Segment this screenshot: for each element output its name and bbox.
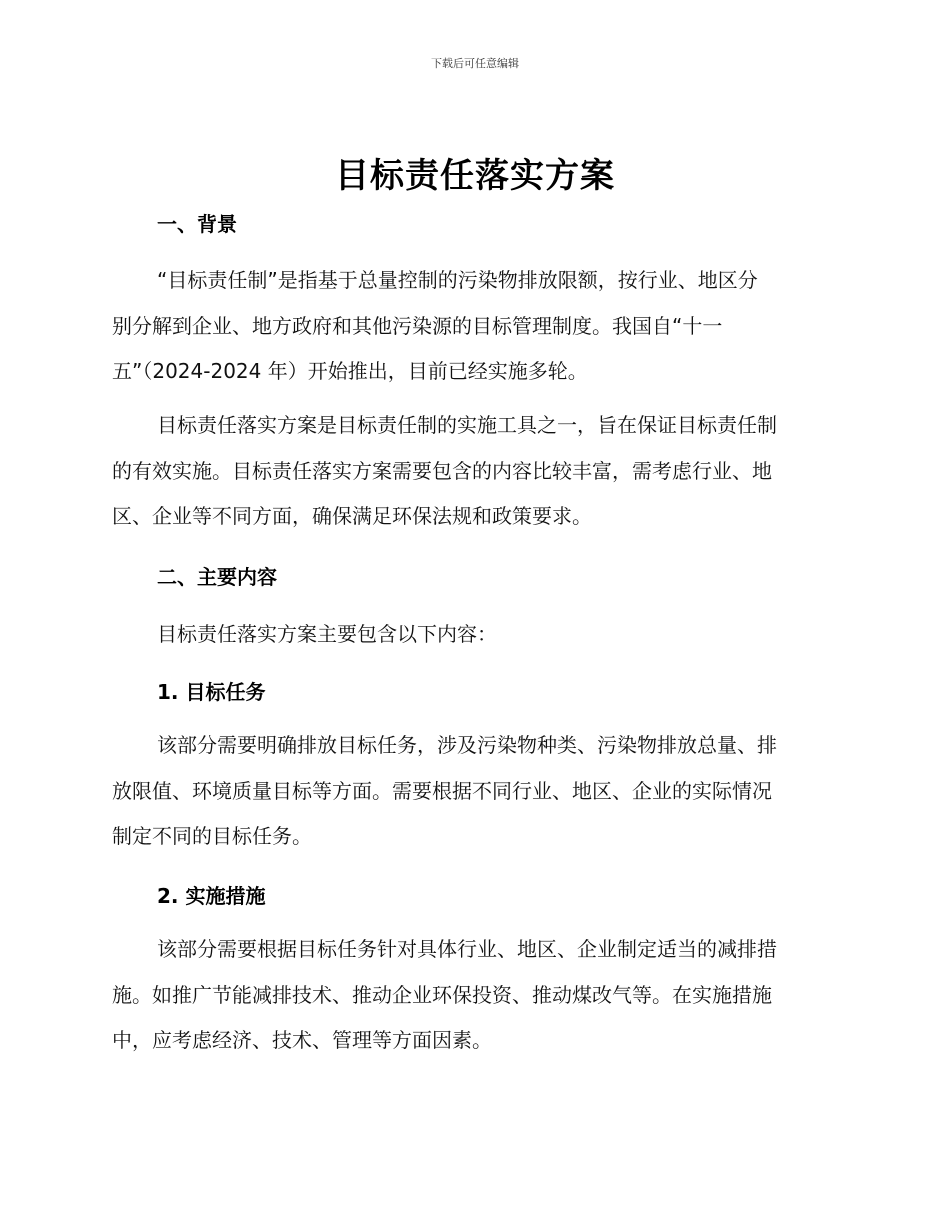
text-line: 制定不同的目标任务。 [112,824,312,848]
text-line: 区、企业等不同方面，确保满足环保法规和政策要求。 [112,504,592,528]
section-heading-background: 一、背景 [157,212,237,236]
subsection-heading-measures: 2. 实施措施 [157,884,266,908]
paragraph-measures [112,927,830,1064]
paragraph-background-2 [112,403,830,540]
section-heading-main-content: 二、主要内容 [157,565,277,589]
text-line: 别分解到企业、地方政府和其他污染源的目标管理制度。我国自“十一 [112,313,723,338]
paragraph-targets [112,723,830,860]
text-line: 放限值、环境质量目标等方面。需要根据不同行业、地区、企业的实际情况 [112,778,772,803]
main-content-intro: 目标责任落实方案主要包含以下内容： [157,622,497,646]
text-line: 该部分需要根据目标任务针对具体行业、地区、企业制定适当的减排措 [157,937,777,961]
text-line: 的有效实施。目标责任落实方案需要包含的内容比较丰富，需考虑行业、地 [112,458,772,483]
paragraph-background-1 [112,258,830,395]
document-title: 目标责任落实方案 [335,156,615,196]
text-line: 目标责任落实方案是目标责任制的实施工具之一，旨在保证目标责任制 [157,413,777,437]
text-line: “目标责任制”是指基于总量控制的污染物排放限额，按行业、地区分 [157,268,758,292]
text-line: 五”（2024-2024 年）开始推出，目前已经实施多轮。 [112,359,588,383]
text-line: 施。如推广节能减排技术、推动企业环保投资、推动煤改气等。在实施措施 [112,982,772,1007]
header-note: 下载后可任意编辑 [431,57,519,70]
text-line: 该部分需要明确排放目标任务，涉及污染物种类、污染物排放总量、排 [157,733,777,757]
subsection-heading-targets: 1. 目标任务 [157,680,266,704]
text-line: 中，应考虑经济、技术、管理等方面因素。 [112,1028,492,1052]
